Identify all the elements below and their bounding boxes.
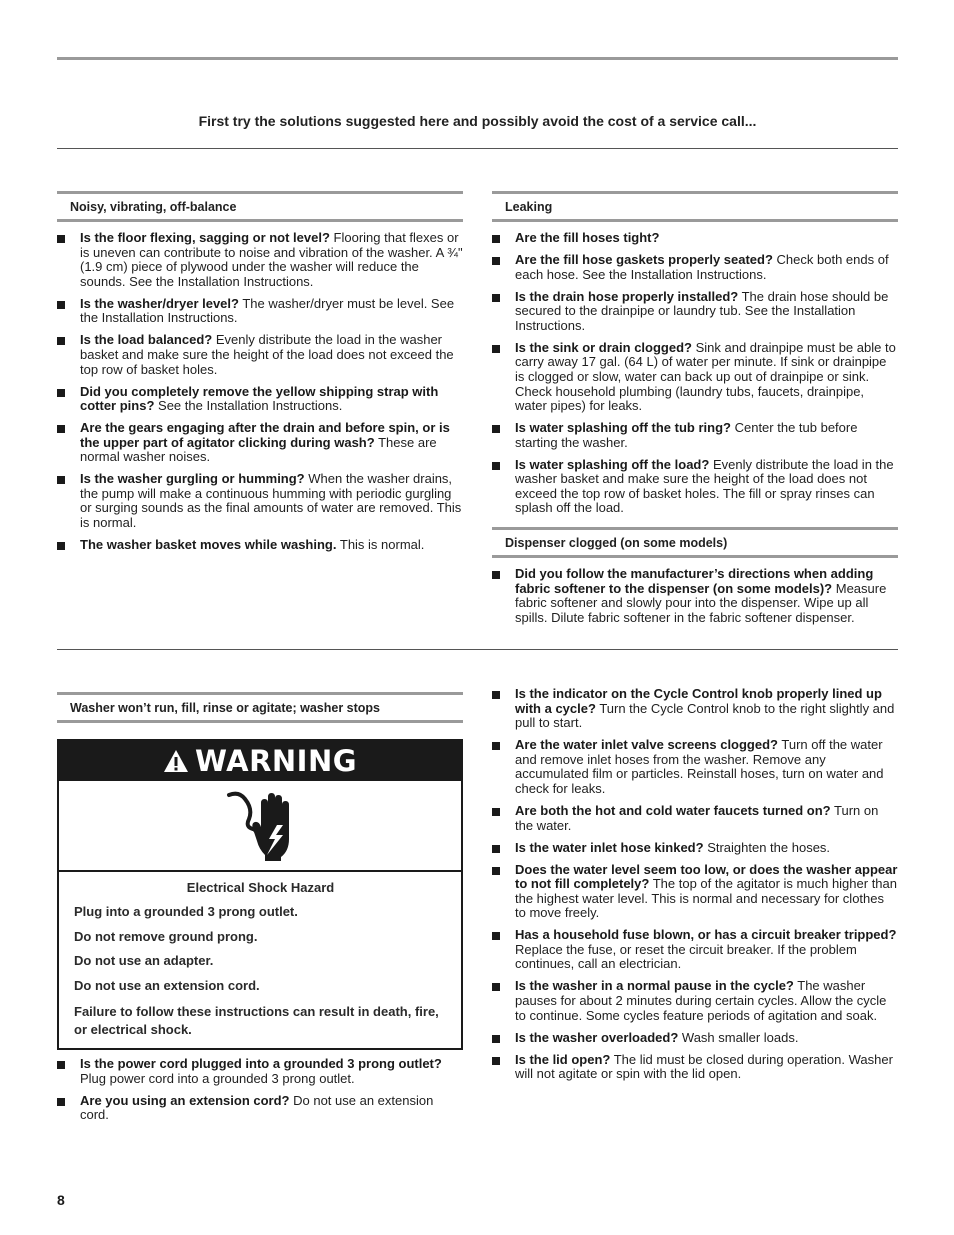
bullet-square-icon (57, 301, 65, 309)
item-answer: The drain hose should be secured to the drainpipe or laundry tub. See the Installation Instructions. (515, 288, 889, 333)
bullet-square-icon (57, 1061, 65, 1069)
bullet-square-icon (492, 808, 500, 816)
item-answer: Flooring that flexes or is uneven can contribute to noise and vibration of the washer. A ¾" (1.9 cm) piece of plywood under the washer will reduce the sounds. See the Installation Instructions. (80, 230, 463, 289)
item-answer: Replace the fuse, or reset the circuit breaker. If the problem continues, call an electrician. (515, 941, 857, 972)
item-answer: Do not use an extension cord. (80, 1092, 434, 1123)
item-question: Is the floor flexing, sagging or not level? (80, 230, 330, 245)
list-item (492, 567, 898, 625)
item-question: Are you using an extension cord? (80, 1092, 290, 1108)
section-dispenser (492, 527, 898, 633)
electrical-shock-hand-icon (225, 789, 295, 863)
bullet-square-icon (57, 476, 65, 484)
warning-consequence: Failure to follow these instructions can result in death, fire, or electrical shock. (74, 1004, 439, 1038)
bullet-square-icon (492, 742, 500, 750)
list-item (492, 841, 898, 856)
list-item (492, 253, 898, 282)
item-list (492, 231, 898, 516)
bullet-square-icon (57, 425, 65, 433)
warning-label: WARNING (194, 744, 358, 778)
bullet-square-icon (492, 345, 500, 353)
item-question: Is the washer gurgling or humming? (80, 471, 305, 487)
page-number: 8 (57, 1192, 65, 1208)
warning-line: Plug into a grounded 3 prong outlet. (74, 904, 298, 919)
item-answer: The top of the agitator is much higher than the highest water level. This is normal and necessary for clothes to move freely. (515, 876, 897, 921)
list-item (57, 538, 463, 553)
item-list (57, 1057, 463, 1123)
item-question: Does the water level seem too low, or does the washer appear to not fill completely? (515, 861, 898, 892)
item-question: Are the fill hoses tight? (515, 230, 660, 245)
item-question: Is the sink or drain clogged? (515, 339, 692, 355)
bullet-square-icon (492, 1057, 500, 1065)
item-question: Are the gears engaging after the drain and before spin, or is the upper part of agitator clicking during wash? (80, 420, 450, 450)
item-question: Is the indicator on the Cycle Control knob properly lined up with a cycle? (515, 686, 882, 716)
list-item (57, 297, 463, 326)
section-leaking (492, 191, 898, 523)
item-question: Are both the hot and cold water faucets turned on? (515, 802, 831, 818)
item-question: Are the water inlet valve screens clogged? (515, 737, 778, 753)
list-item (492, 979, 898, 1023)
warning-icon-area (59, 781, 461, 872)
warning-banner (59, 741, 461, 781)
list-item (57, 1057, 463, 1086)
item-question: Has a household fuse blown, or has a circuit breaker tripped? (515, 927, 897, 943)
item-answer: This is normal. (339, 537, 425, 553)
item-question: Is the washer/dryer level? (80, 295, 239, 311)
bullet-square-icon (57, 542, 65, 550)
item-list (57, 231, 463, 553)
list-item (492, 231, 898, 246)
list-item (57, 421, 463, 465)
section-wont-run (57, 692, 463, 723)
item-list (492, 687, 898, 1082)
section-title: Washer won’t run, fill, rinse or agitate; washer stops (57, 692, 463, 723)
item-answer: Check both ends of each hose. See the Installation Instructions. (515, 251, 889, 282)
intro-divider (57, 148, 898, 149)
item-question: Is the washer in a normal pause in the cycle? (515, 978, 794, 994)
item-answer: Plug power cord into a grounded 3 prong outlet. (80, 1070, 355, 1086)
list-item (492, 1031, 898, 1046)
item-answer: Wash smaller loads. (681, 1029, 799, 1045)
item-question: Is the drain hose properly installed? (515, 288, 739, 304)
list-item (492, 738, 898, 796)
section-noisy (57, 191, 463, 560)
item-answer: Evenly distribute the load in the washer basket and make sure the height of the load does not exceed the top row of basket holes. (80, 332, 454, 377)
list-item (57, 385, 463, 414)
bullet-square-icon (492, 294, 500, 302)
item-question: Is the water inlet hose kinked? (515, 839, 704, 855)
list-item (492, 863, 898, 921)
bullet-square-icon (492, 845, 500, 853)
warning-line: Do not remove ground prong. (74, 928, 258, 944)
list-item (492, 804, 898, 833)
item-question: Is the power cord plugged into a grounded 3 prong outlet? (80, 1056, 442, 1071)
item-answer: Sink and drainpipe must be able to carry away 17 gal. (64 L) of water per minute. If sink or drainpipe is clogged or slow, water can back up out of drainpipe or sink. Check household plumbing (laundry tubs, faucets, drainpipe, water pipes) for leaks. (515, 339, 896, 414)
list-item (492, 928, 898, 972)
item-answer: See the Installation Instructions. (158, 398, 343, 414)
warning-text (59, 872, 461, 1039)
item-answer: Straighten the hoses. (707, 839, 831, 855)
section-title: Dispenser clogged (on some models) (492, 527, 898, 558)
list-item (57, 1094, 463, 1123)
top-rule (57, 57, 898, 60)
item-answer: The washer/dryer must be level. See the Installation Instructions. (80, 295, 455, 326)
list-item (57, 472, 463, 530)
item-answer: These are normal washer noises. (80, 434, 437, 465)
section-title: Leaking (492, 191, 898, 222)
list-item (492, 290, 898, 334)
item-answer: The lid must be closed during operation. Washer will not agitate or spin with the lid open. (515, 1051, 893, 1082)
item-answer: When the washer drains, the pump will make a continuous humming with periodic gurgling or surging sounds as the final amounts of water are removed. This is normal. (80, 471, 462, 531)
list-item (492, 458, 898, 516)
list-item (492, 421, 898, 450)
item-question: Did you follow the manufacturer’s directions when adding fabric softener to the dispenser (on some models)? (515, 566, 874, 596)
item-answer: Turn the Cycle Control knob to the right slightly and pull to start. (515, 700, 895, 731)
item-question: Is the lid open? (515, 1051, 611, 1067)
bullet-square-icon (492, 257, 500, 265)
list-item (492, 1053, 898, 1082)
section-title: Noisy, vibrating, off-balance (57, 191, 463, 222)
item-list (492, 567, 898, 625)
item-answer: Evenly distribute the load in the washer basket and make sure the height of the load does not exceed the top row of basket holes. The fill or spray rinses can splash off the load. (515, 456, 894, 516)
bullet-square-icon (492, 462, 500, 470)
list-item (57, 333, 463, 377)
item-answer: Turn off the water and remove inlet hoses from the washer. Remove any accumulated film or particles. Reinstall hoses, turn on water and check for leaks. (515, 737, 884, 796)
item-question: Is water splashing off the tub ring? (515, 420, 731, 436)
list-item (492, 341, 898, 414)
section-wont-run-left-items (57, 1048, 463, 1130)
item-question: Did you completely remove the yellow shipping strap with cotter pins? (80, 383, 439, 414)
hazard-title: Electrical Shock Hazard (186, 880, 335, 895)
warning-line: Do not use an adapter. (74, 953, 214, 969)
list-item (492, 687, 898, 731)
item-answer: Turn on the water. (515, 802, 879, 833)
bullet-square-icon (492, 691, 500, 699)
list-item (57, 231, 463, 289)
item-answer: Center the tub before starting the washer. (515, 420, 858, 450)
item-question: Are the fill hose gaskets properly seated? (515, 251, 773, 267)
item-answer: Measure fabric softener and slowly pour into the dispenser. Wipe up all spills. Dilute fabric softener in the fabric softener dispenser. (515, 580, 887, 625)
warning-box (57, 739, 463, 1050)
bullet-square-icon (57, 337, 65, 345)
bullet-square-icon (57, 235, 65, 243)
item-question: The washer basket moves while washing. (80, 537, 337, 553)
bullet-square-icon (57, 1098, 65, 1106)
bullet-square-icon (492, 425, 500, 433)
item-answer: The washer pauses for about 2 minutes during certain cycles. Allow the cycle to continue. Some cycles feature periods of agitation and soak. (515, 978, 887, 1023)
mid-divider (57, 649, 898, 650)
bullet-square-icon (492, 983, 500, 991)
warning-line: Do not use an extension cord. (74, 977, 260, 993)
bullet-square-icon (492, 932, 500, 940)
item-question: Is water splashing off the load? (515, 456, 710, 472)
item-question: Is the washer overloaded? (515, 1029, 679, 1045)
bullet-square-icon (492, 235, 500, 243)
bullet-square-icon (492, 867, 500, 875)
warning-triangle-icon (163, 749, 189, 773)
bullet-square-icon (492, 571, 500, 579)
section-wont-run-right-items (492, 678, 898, 1089)
bullet-square-icon (57, 389, 65, 397)
bullet-square-icon (492, 1035, 500, 1043)
item-question: Is the load balanced? (80, 332, 213, 348)
intro-text: First try the solutions suggested here and possibly avoid the cost of a service call... (198, 113, 757, 129)
